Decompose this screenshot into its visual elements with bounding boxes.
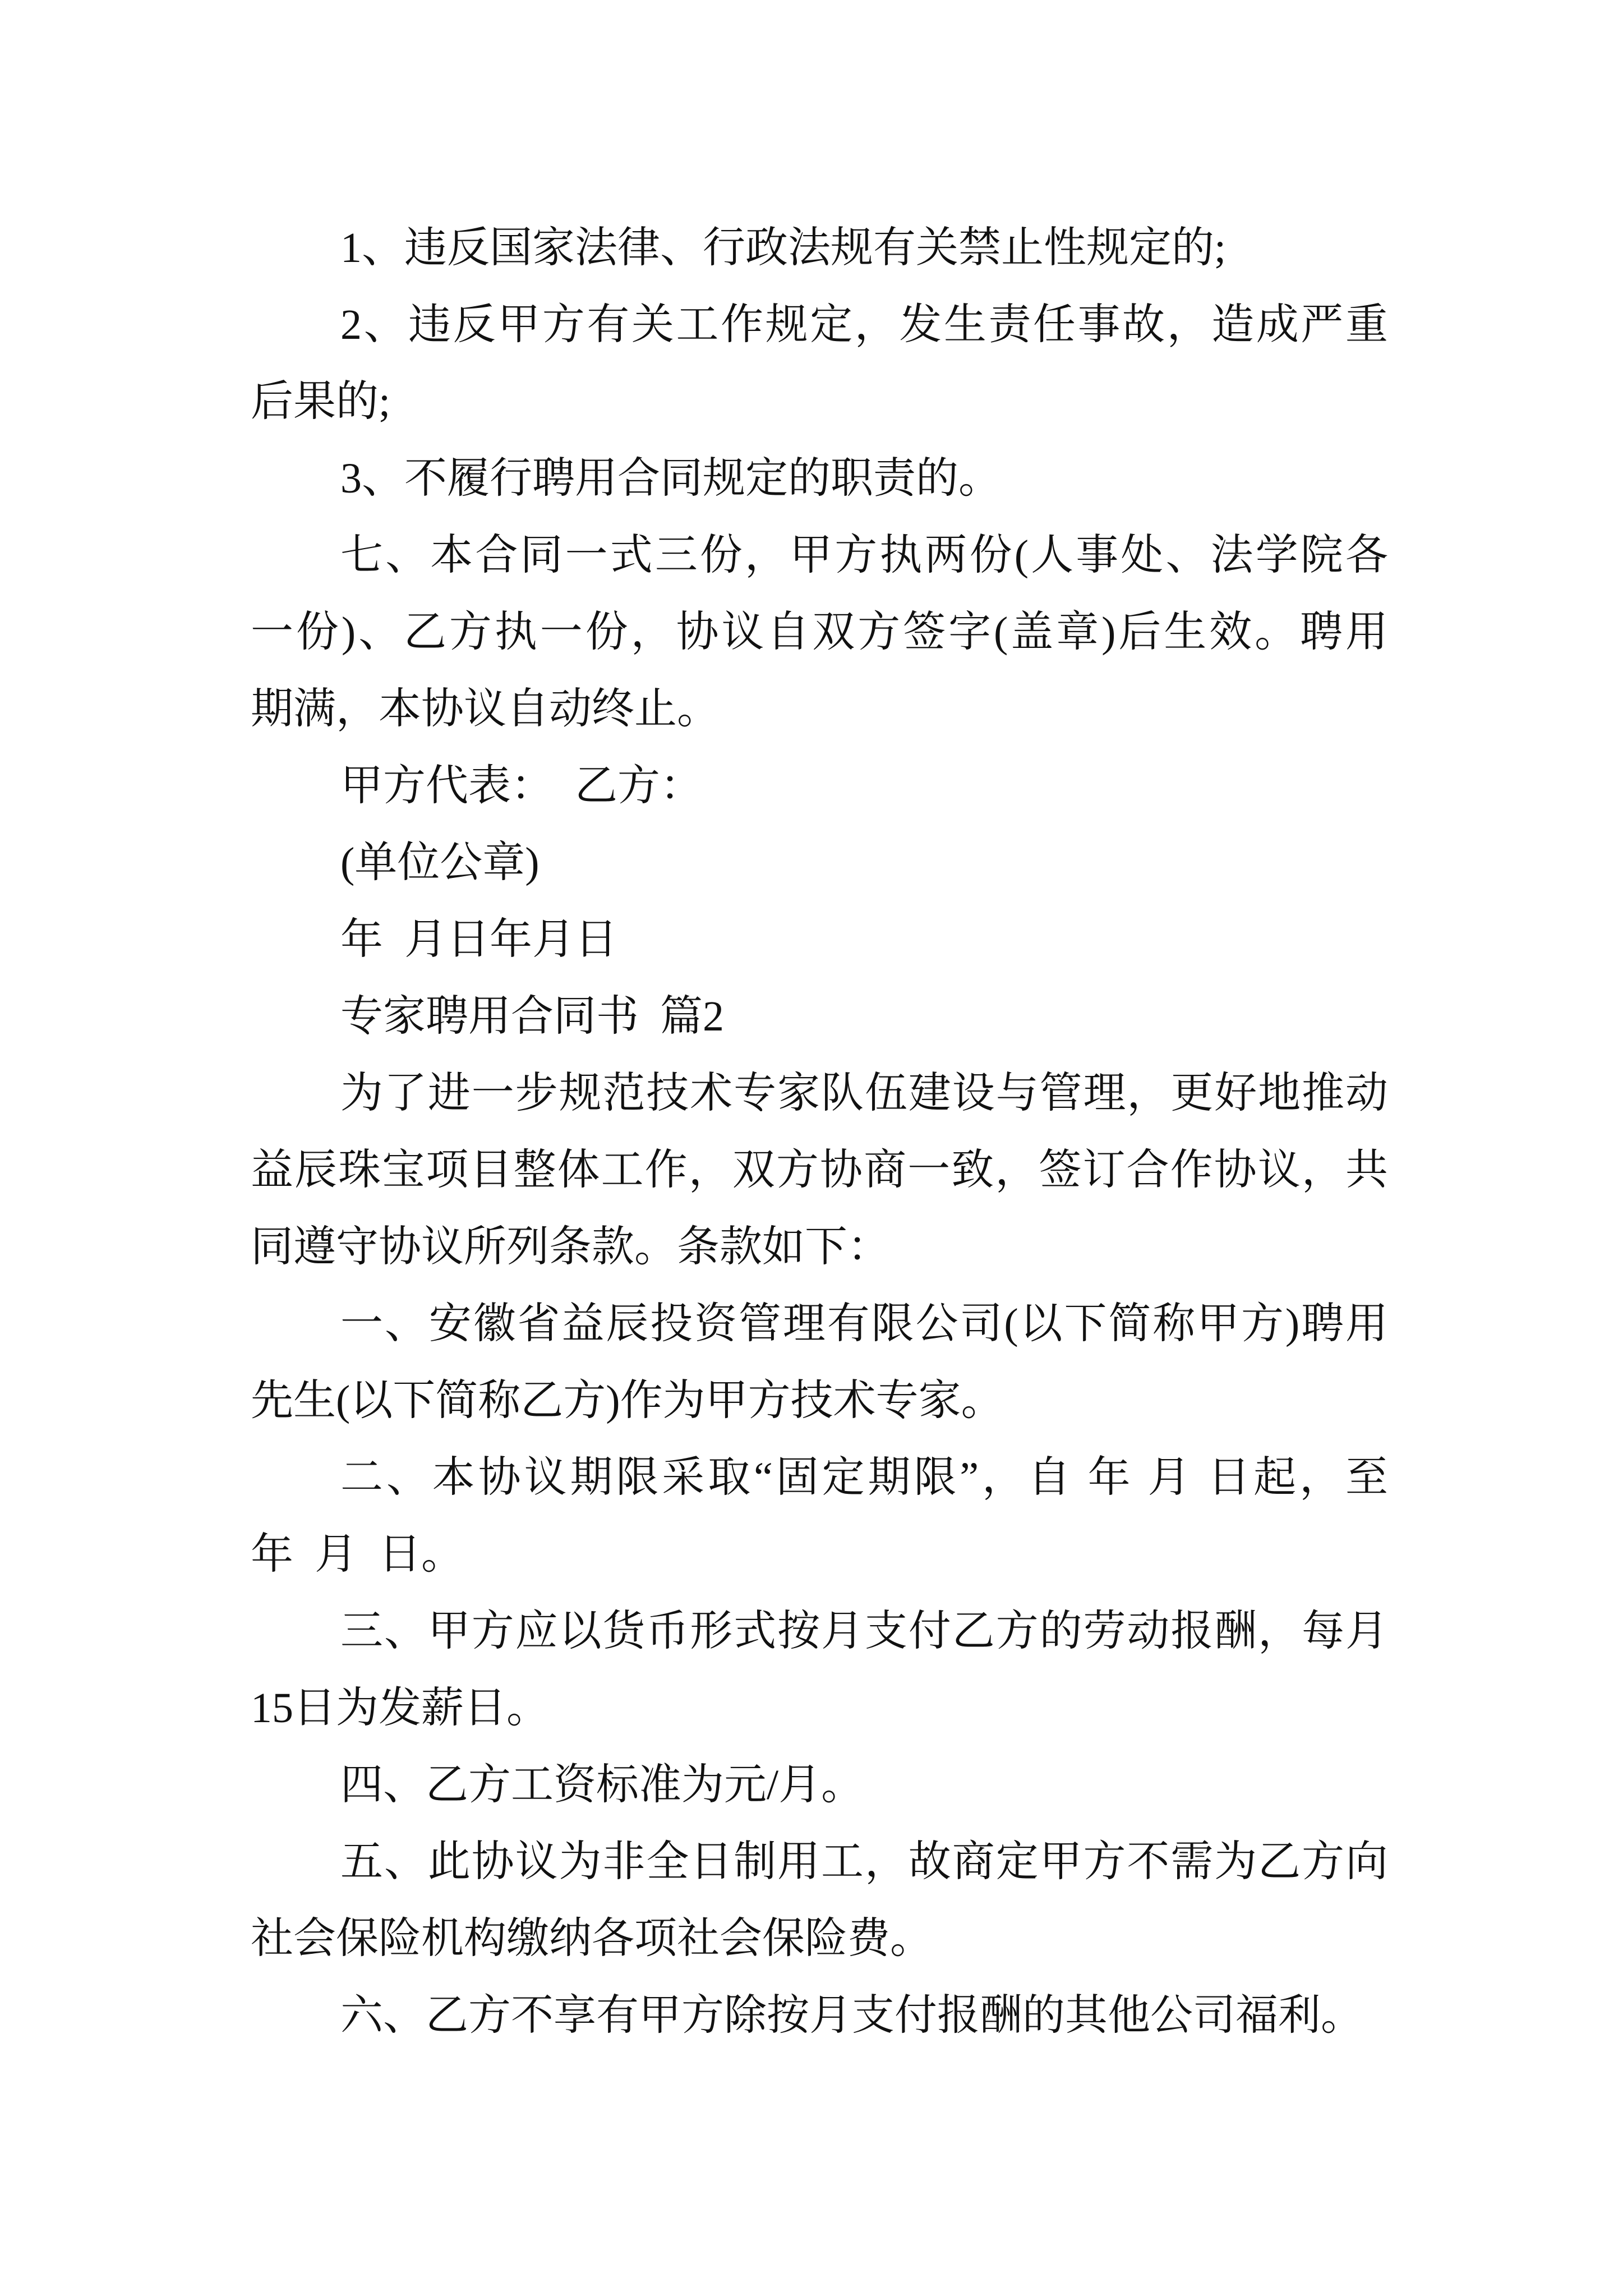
article-one-end: 先生(以下简称乙方)作为甲方技术专家。 — [251, 1377, 1004, 1424]
article-one: 一、安徽省益辰投资管理有限公司(以下简称甲方)聘用 — [340, 1300, 1388, 1347]
article-seven-end: 期满，本协议自动终止。 — [251, 685, 720, 733]
clause-item-2-continued: 后果的; — [251, 378, 391, 425]
document-body — [251, 210, 1388, 2054]
clause-item-3: 3、不履行聘用合同规定的职责的。 — [340, 455, 1001, 502]
preamble: 为了进一步规范技术专家队伍建设与管理，更好地推动 — [340, 1070, 1388, 1117]
clause-item-2: 2、违反甲方有关工作规定，发生责任事故，造成严重 — [340, 301, 1388, 348]
article-six: 六、乙方不享有甲方除按月支付报酬的其他公司福利。 — [340, 1992, 1363, 2039]
preamble-continued: 益辰珠宝项目整体工作，双方协商一致，签订合作协议，共 — [251, 1147, 1388, 1194]
article-two: 二、本协议期限采取“固定期限”，自 年 月 日起，至 — [340, 1454, 1388, 1501]
article-two-end: 年 月 日。 — [251, 1531, 464, 1578]
section-heading: 专家聘用合同书 篇2 — [340, 993, 724, 1040]
article-three-end: 15日为发薪日。 — [251, 1685, 549, 1732]
company-seal-label: (单位公章) — [340, 839, 540, 886]
signature-dates: 年 月日年月日 — [340, 916, 617, 963]
signature-parties: 甲方代表： 乙方： — [340, 762, 703, 809]
article-seven-continued: 一份)、乙方执一份，协议自双方签字(盖章)后生效。聘用 — [251, 609, 1388, 656]
article-five-end: 社会保险机构缴纳各项社会保险费。 — [251, 1915, 933, 1962]
article-seven: 七、本合同一式三份，甲方执两份(人事处、法学院各 — [340, 532, 1388, 579]
preamble-end: 同遵守协议所列条款。条款如下： — [251, 1223, 890, 1271]
article-three: 三、甲方应以货币形式按月支付乙方的劳动报酬，每月 — [340, 1608, 1388, 1655]
clause-item-1: 1、违反国家法律、行政法规有关禁止性规定的; — [340, 224, 1227, 272]
article-five: 五、此协议为非全日制用工，故商定甲方不需为乙方向 — [340, 1838, 1388, 1885]
article-four: 四、乙方工资标准为元/月。 — [340, 1761, 864, 1809]
